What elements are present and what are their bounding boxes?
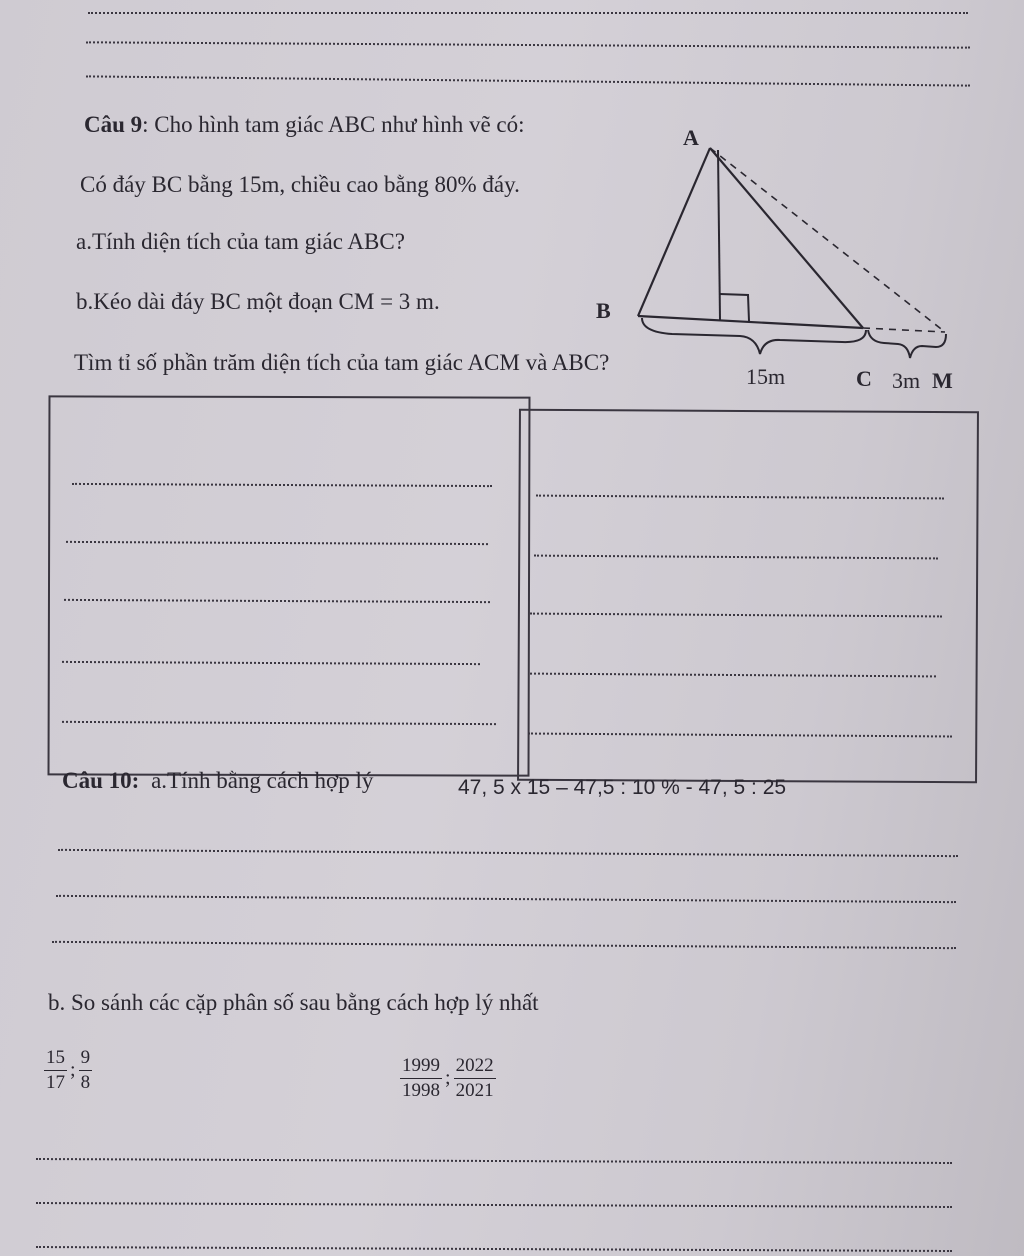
- denominator: 1998: [402, 1080, 440, 1101]
- answer-line: [36, 1202, 952, 1208]
- side-ab: [638, 148, 710, 316]
- answer-line: [52, 941, 956, 949]
- q9-label: Câu 9: [84, 112, 143, 137]
- numerator: 15: [44, 1046, 67, 1071]
- brace-3m: [868, 330, 946, 358]
- right-angle-mark: [720, 294, 749, 321]
- height-line: [718, 150, 720, 320]
- answer-box-left: [48, 395, 531, 776]
- answer-line: [56, 895, 956, 903]
- q9-intro: : Cho hình tam giác ABC như hình vẽ có:: [142, 112, 525, 137]
- fraction-pair-1: [44, 1046, 92, 1095]
- fraction-1999-1998: [400, 1054, 442, 1103]
- vertex-label-b: B: [596, 298, 611, 323]
- triangle-figure: [580, 110, 1000, 400]
- side-ac: [710, 148, 863, 328]
- brace-15m: [642, 318, 866, 354]
- q10-title: [62, 768, 373, 794]
- numerator: 1999: [400, 1054, 442, 1079]
- label-3m: 3m: [892, 368, 921, 393]
- numerator: 2022: [454, 1054, 496, 1079]
- denominator: 2021: [455, 1080, 494, 1101]
- denominator: 8: [80, 1072, 91, 1093]
- vertex-label-a: A: [683, 125, 699, 150]
- answer-line: [58, 849, 958, 857]
- q9-part-b-question: Tìm tỉ số phần trăm diện tích của tam giác ACM và ABC?: [74, 350, 610, 375]
- label-15m: 15m: [746, 364, 786, 389]
- q10-expression: 47, 5 x 15 – 47,5 : 10 % - 47, 5 : 25: [458, 776, 787, 799]
- q9-part-b: b.Kéo dài đáy BC một đoạn CM = 3 m.: [76, 289, 440, 314]
- q10-part-a: a.Tính bằng cách hợp lý: [151, 768, 374, 793]
- answer-line: [36, 1158, 952, 1164]
- denominator: 17: [46, 1072, 65, 1093]
- side-am-dashed: [710, 148, 945, 332]
- vertex-label-m: M: [932, 368, 953, 393]
- q10-part-b: b. So sánh các cặp phân số sau bằng cách hợp lý nhất: [48, 990, 539, 1015]
- answer-line: [86, 75, 970, 86]
- answer-line: [36, 1246, 952, 1252]
- answer-line: [88, 12, 968, 14]
- fraction-2022-2021: [454, 1054, 496, 1103]
- separator: ;: [445, 1067, 451, 1089]
- fraction-15-17: [44, 1046, 67, 1095]
- fraction-pair-2: [400, 1054, 496, 1103]
- q10-label: Câu 10:: [62, 768, 140, 793]
- answer-box-right: [517, 409, 979, 783]
- separator: ;: [70, 1059, 76, 1081]
- fraction-9-8: [79, 1046, 93, 1095]
- q9-part-a: a.Tính diện tích của tam giác ABC?: [76, 229, 405, 254]
- numerator: 9: [79, 1046, 93, 1071]
- extension-cm-dashed: [863, 328, 945, 332]
- q9-title: [84, 112, 525, 138]
- vertex-label-c: C: [856, 366, 872, 391]
- q9-condition: Có đáy BC bằng 15m, chiều cao bằng 80% đáy.: [80, 172, 520, 197]
- answer-line: [86, 41, 970, 48]
- base-bc: [638, 316, 863, 328]
